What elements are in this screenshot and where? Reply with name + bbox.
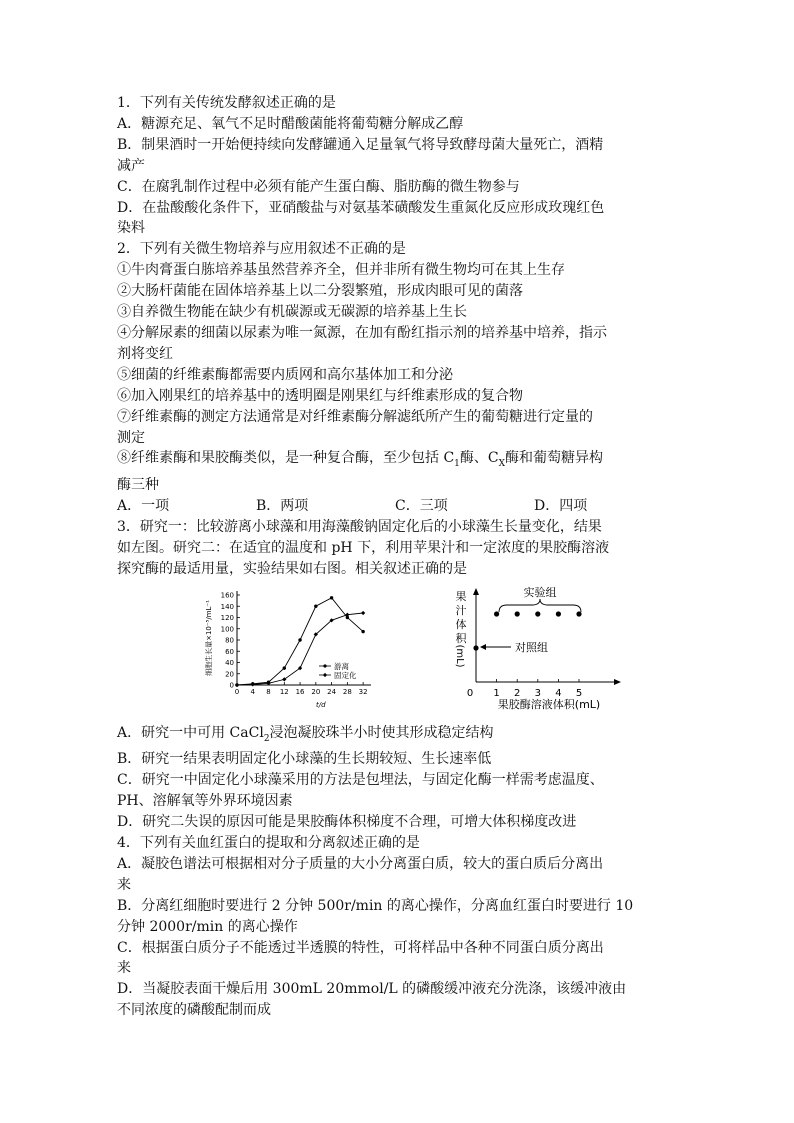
chart1-ytick-label: 60 [225,647,234,656]
q2-statement-7-line1: ⑦纤维素酶的测定方法通常是对纤维素酶分解滤纸所产生的葡萄糖进行定量的 [117,408,593,425]
q2-option-c: C．三项 [395,498,448,515]
chart2-ylabel-3: 体 [455,617,467,631]
q1-option-c: C．在腐乳制作过程中必须有能产生蛋白酶、脂肪酶的微生物参与 [117,178,520,195]
q4-stem: 4．下列有关血红蛋白的提取和分离叙述正确的是 [117,834,420,851]
q3-option-d: D．研究二失误的原因可能是果胶酶体积梯度不合理，可增大体积梯度改进 [117,814,577,831]
q3-stem-line1: 3．研究一：比较游离小球藻和用海藻酸钠固定化后的小球藻生长量变化，结果 [117,518,602,535]
chart2-y-arrow [473,588,479,595]
chart1-point-free [361,630,364,633]
q3-option-a [117,723,687,750]
q3-figures [117,586,687,721]
q3-a-part2: 浸泡凝胶珠半小时使其形成稳定结构 [269,724,494,741]
experiment-group-point [576,611,581,616]
q2-statement-8-line1 [117,448,687,475]
q4-option-a-line2: 来 [117,876,131,893]
chart1-xtick-label: 24 [327,687,337,696]
chart2-ylabel-1: 果 [455,589,467,603]
chart2-xtick-label: 4 [555,687,562,699]
q4-option-a-line1: A．凝胶色谱法可根据相对分子质量的大小分离蛋白质，较大的蛋白质后分离出 [117,855,604,872]
q2-s8-part2: 酶、C [459,450,499,467]
chart2-xtick-label: 5 [575,687,583,699]
chart1-point-free [330,596,333,599]
q4-option-c-line2: 来 [117,960,131,977]
chart2-x-arrow [614,679,621,685]
q2-statement-7-line2: 测定 [117,429,145,446]
q2-statement-6: ⑥加入刚果红的培养基中的透明圈是刚果红与纤维素形成的复合物 [117,387,523,404]
control-group-point [473,645,478,650]
experiment-group-point [515,611,520,616]
q2-stem: 2．下列有关微生物培养与应用叙述不正确的是 [117,241,406,258]
chart1-ytick-label: 120 [220,613,234,622]
q2-statement-2: ②大肠杆菌能在固体培养基上以二分裂繁殖，形成肉眼可见的菌落 [117,283,523,300]
chart1-xtick-label: 20 [311,687,321,696]
legend-marker-free [323,664,326,667]
q4-option-b-line1: B．分离红细胞时要进行 2 分钟 500r/min 的离心操作，分离血红蛋白时要进行 10 [117,897,634,914]
chart2-ylabel-5: (mL) [454,644,465,668]
chart1-xlabel: t/d [316,700,326,709]
q2-statement-4-line2: 剂将变红 [117,345,173,362]
q2-option-a: A．一项 [117,498,170,515]
chart1-ytick-label: 140 [220,602,234,611]
q4-option-d-line1: D．当凝胶表面干燥后用 300mL 20mmol/L 的磷酸缓冲液充分洗涤，该缓冲液由 [117,981,627,998]
q2-statement-5: ⑤细菌的纤维素酶都需要内质网和高尔基体加工和分泌 [117,366,453,383]
chart1-point-immobilized [361,611,365,615]
q3-stem-line2: 如左图。研究二：在适宜的温度和 pH 下，利用苹果汁和一定浓度的果胶酶溶液 [117,539,610,556]
q3-option-b: B．研究一结果表明固定化小球藻的生长期较短、生长速率低 [117,751,492,768]
legend-label-immobilized: 固定化 [334,670,357,680]
experiment-group-label: 实验组 [523,585,557,599]
growth-line-chart [201,586,381,714]
experiment-bracket [499,599,581,612]
q4-option-d-line2: 不同浓度的磷酸配制而成 [117,1002,271,1019]
q2-s8-subx: X [498,459,506,470]
q3-a-part1: A．研究一中可用 CaCl [117,724,264,741]
experiment-group-point [494,611,499,616]
chart2-ylabel-2: 汁 [455,603,467,617]
chart1-point-immobilized [235,683,239,687]
chart1-ylabel: 细胞生长量×10⁻⁵/mL⁻¹ [205,599,213,676]
chart1-xtick-label: 28 [342,687,352,696]
q3-option-c-line1: C．研究一中固定化小球藻采用的方法是包埋法，与固定化酶一样需考虑温度、 [117,772,604,789]
chart1-xtick-label: 12 [279,687,289,696]
chart1-ytick-label: 100 [220,624,234,633]
q1-option-d-line1: D．在盐酸酸化条件下，亚硝酸盐与对氨基苯磺酸发生重氮化反应形成玫瑰红色 [117,199,605,216]
chart1-point-free [298,638,301,641]
q4-option-b-line2: 分钟 2000r/min 的离心操作 [117,918,298,935]
q2-s8-part1: ⑧纤维素酶和果胶酶类似，是一种复合酶，至少包括 C [117,450,455,467]
q3-stem-line3: 探究酶的最适用量，实验结果如右图。相关叙述正确的是 [117,560,467,577]
chart1-ytick-label: 40 [225,658,234,667]
q1-option-a: A．糖源充足、氧气不足时醋酸菌能将葡萄糖分解成乙醇 [117,115,464,132]
chart1-ytick-label: 20 [225,669,234,678]
chart1-xtick-label: 16 [295,687,305,696]
experiment-group-point [556,611,561,616]
q2-option-b: B．两项 [256,498,309,515]
chart2-ylabel-4: 积 [455,631,467,645]
chart1-point-free [283,666,286,669]
document-page [117,93,687,1021]
legend-marker-immobilized [323,673,327,677]
chart2-xtick-label: 1 [493,687,500,699]
q2-statement-4-line1: ④分解尿素的细菌以尿素为唯一氮源，在加有酚红指示剂的培养基中培养，指示 [117,324,607,341]
chart2-xtick-label: 2 [514,687,521,699]
chart1-xtick-label: 4 [250,687,255,696]
chart1-point-immobilized [251,682,255,686]
chart1-point-free [314,604,317,607]
control-group-label: 对照组 [515,640,548,654]
chart1-ytick-label: 80 [225,636,234,645]
q3-a-sub: 2 [263,733,270,744]
q1-stem: 1．下列有关传统发酵叙述正确的是 [117,95,336,111]
q1-option-d-line2: 染料 [117,220,145,237]
control-arrow-head [480,644,486,650]
q3-option-c-line2: PH、溶解氧等外界环境因素 [117,793,293,810]
q2-statement-3: ③自养微生物能在缺少有机碳源或无碳源的培养基上生长 [117,304,467,321]
chart1-xtick-label: 8 [266,687,271,696]
chart1-xtick-label: 0 [234,687,240,696]
q2-options [117,496,687,517]
q2-statement-1: ①牛肉膏蛋白胨培养基虽然营养齐全，但并非所有微生物均可在其上生存 [117,262,565,279]
q4-option-c-line1: C．根据蛋白质分子不能透过半透膜的特性，可将样品中各种不同蛋白质分离出 [117,939,604,956]
chart1-xtick-label: 32 [358,687,368,696]
chart1-ytick-label: 160 [220,591,234,600]
legend-label-free: 游离 [334,661,349,671]
chart2-xtick-label: 3 [534,687,541,699]
q2-option-d: D．四项 [534,498,588,515]
q1-option-b-line2: 减产 [117,157,145,174]
chart2-xlabel: 果胶酶溶液体积(mL) [497,697,601,711]
chart2-xtick-label: 0 [466,687,474,699]
experiment-group-point [535,611,540,616]
q2-s8-sub1: 1 [454,459,460,470]
q1-option-b-line1: B．制果酒时一开始便持续向发酵罐通入足量氧气将导致酵母菌大量死亡，酒精 [117,136,604,153]
juice-volume-chart [439,586,639,716]
chart1-ytick-label: 0 [229,681,234,690]
q2-statement-8-line2: 酶三种 [117,477,159,494]
q2-s8-part3: 酶和葡萄糖异构 [505,450,604,467]
